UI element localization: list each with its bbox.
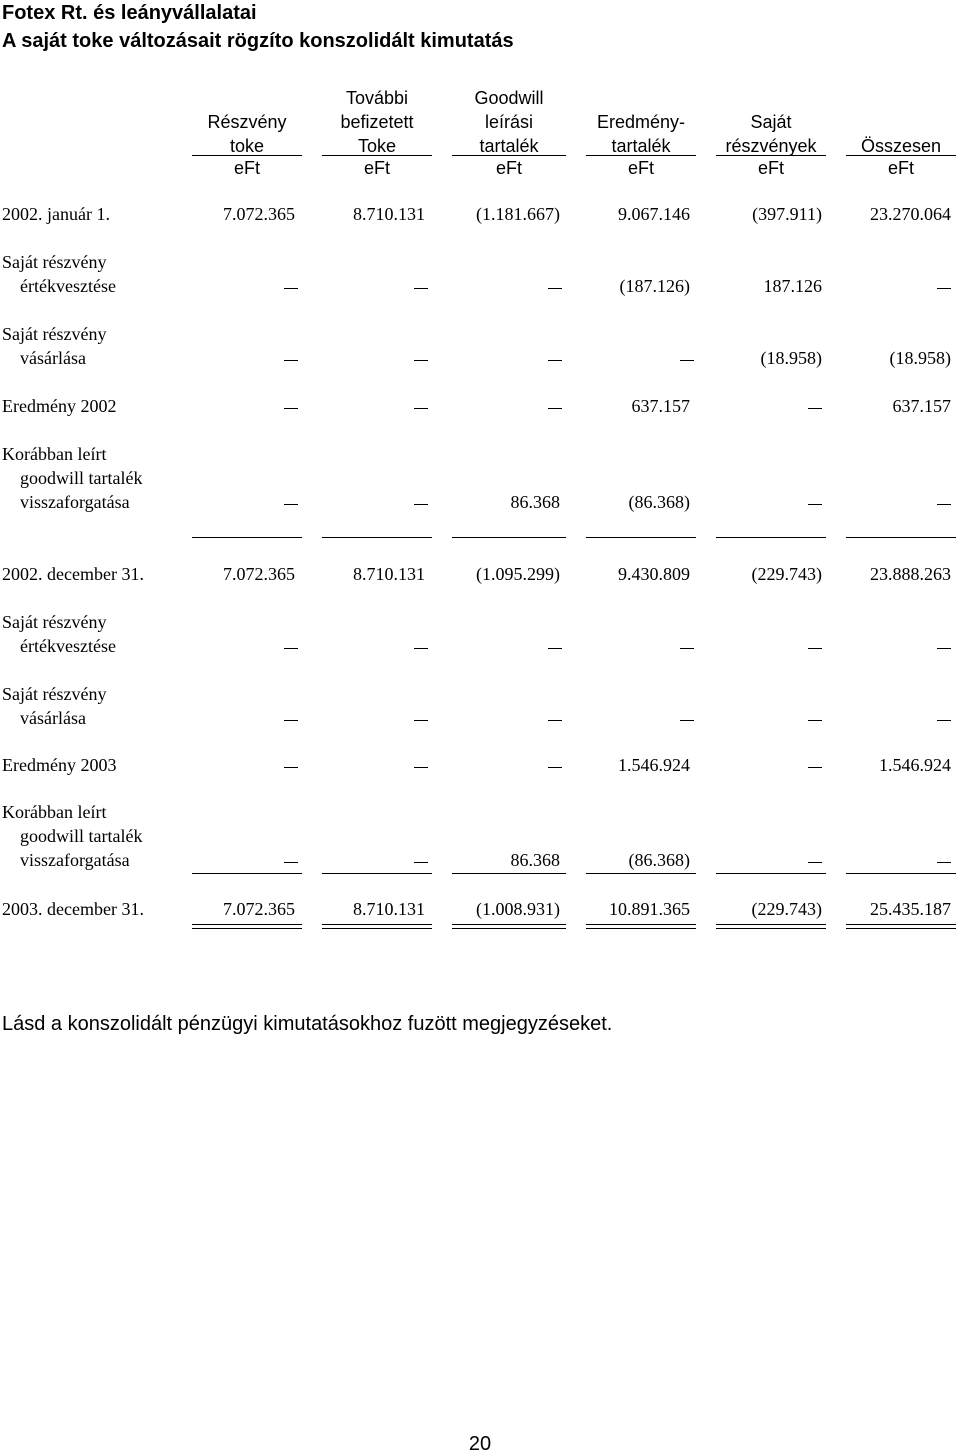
cell-value: 7.072.365: [223, 204, 295, 224]
nil-dash: [284, 648, 298, 649]
nil-dash: [284, 288, 298, 289]
row-label: [2, 800, 142, 872]
cell-value: 23.270.064: [870, 204, 951, 224]
nil-dash: [548, 648, 562, 649]
column-header: [452, 82, 566, 158]
column-header-line: részvények: [725, 136, 817, 156]
column-unit: eFt: [495, 158, 522, 178]
column-unit: eFt: [363, 158, 390, 178]
nil-dash: [414, 408, 428, 409]
subtotal-rule: [192, 537, 302, 538]
row-label-line: 2002. december 31.: [2, 564, 144, 584]
column-header: [846, 82, 956, 158]
double-total-rule: [716, 924, 826, 929]
nil-dash: [548, 720, 562, 721]
cell-value: (1.095.299): [476, 564, 560, 584]
cell-value: 8.710.131: [353, 899, 425, 919]
column-header: [192, 82, 302, 158]
nil-dash: [548, 767, 562, 768]
column-header-line: Toke: [357, 136, 397, 156]
company-name: Fotex Rt. és leányvállalatai: [2, 2, 257, 24]
column-header: [716, 82, 826, 158]
row-label-line: 2002. január 1.: [2, 204, 110, 224]
row-label: [2, 562, 144, 586]
column-unit: eFt: [757, 158, 784, 178]
cell-value: (18.958): [760, 348, 822, 368]
nil-dash: [414, 288, 428, 289]
row-label-line: Saját részvény: [2, 324, 107, 344]
cell-value: 7.072.365: [223, 899, 295, 919]
subtotal-rule: [846, 873, 956, 874]
row-label-line: Eredmény 2003: [2, 755, 117, 775]
cell-value: (86.368): [628, 850, 690, 870]
cell-value: 86.368: [510, 492, 560, 512]
row-label: [2, 897, 144, 921]
row-label-line: Korábban leírt: [2, 444, 107, 464]
row-label-line: vásárlása: [20, 708, 86, 728]
nil-dash: [937, 862, 951, 863]
nil-dash: [414, 648, 428, 649]
subtotal-rule: [586, 537, 696, 538]
footnote: Lásd a konszolidált pénzügyi kimutatásokhoz fuzött megjegyzéseket.: [2, 1013, 613, 1035]
nil-dash: [937, 504, 951, 505]
column-header-line: tartalék: [611, 136, 671, 156]
subtotal-rule: [322, 873, 432, 874]
nil-dash: [284, 408, 298, 409]
cell-value: 9.067.146: [618, 204, 690, 224]
row-label-line: 2003. december 31.: [2, 899, 144, 919]
nil-dash: [808, 862, 822, 863]
row-label-line: goodwill tartalék: [20, 826, 143, 846]
column-header-line: Goodwill: [474, 88, 544, 108]
page-number: 20: [468, 1433, 492, 1455]
nil-dash: [808, 720, 822, 721]
nil-dash: [680, 360, 694, 361]
row-label-line: Eredmény 2002: [2, 396, 117, 416]
column-header-line: leírási: [484, 112, 533, 132]
column-unit: eFt: [627, 158, 654, 178]
column-header-line: befizetett: [340, 112, 414, 132]
nil-dash: [414, 862, 428, 863]
statement-title: A saját toke változásait rögzíto konszolidált kimutatás: [2, 30, 514, 52]
subtotal-rule: [716, 537, 826, 538]
row-label: [2, 442, 142, 514]
row-label-line: értékvesztése: [20, 276, 116, 296]
cell-value: (1.008.931): [476, 899, 560, 919]
cell-value: 8.710.131: [353, 204, 425, 224]
subtotal-rule: [322, 537, 432, 538]
row-label: [2, 753, 116, 777]
double-total-rule: [192, 924, 302, 929]
cell-value: 7.072.365: [223, 564, 295, 584]
nil-dash: [414, 504, 428, 505]
subtotal-rule: [716, 873, 826, 874]
nil-dash: [808, 408, 822, 409]
double-total-rule: [322, 924, 432, 929]
row-label-line: Korábban leírt: [2, 802, 107, 822]
column-header-line: tartalék: [479, 136, 539, 156]
nil-dash: [284, 360, 298, 361]
nil-dash: [414, 767, 428, 768]
column-header-line: Saját: [750, 112, 792, 132]
nil-dash: [937, 288, 951, 289]
cell-value: 8.710.131: [353, 564, 425, 584]
row-label: [2, 202, 110, 226]
subtotal-rule: [452, 537, 566, 538]
column-header: [586, 82, 696, 158]
column-unit: eFt: [233, 158, 260, 178]
row-label: [2, 682, 106, 730]
nil-dash: [414, 720, 428, 721]
nil-dash: [680, 648, 694, 649]
column-header-line: Részvény: [207, 112, 287, 132]
column-header-line: További: [345, 88, 409, 108]
nil-dash: [548, 360, 562, 361]
nil-dash: [548, 288, 562, 289]
cell-value: (229.743): [751, 564, 822, 584]
row-label-line: Saját részvény: [2, 612, 107, 632]
double-total-rule: [452, 924, 566, 929]
nil-dash: [284, 504, 298, 505]
cell-value: 86.368: [510, 850, 560, 870]
nil-dash: [284, 720, 298, 721]
cell-value: 10.891.365: [609, 899, 690, 919]
row-label-line: Saját részvény: [2, 684, 107, 704]
nil-dash: [284, 767, 298, 768]
row-label: [2, 322, 106, 370]
row-label-line: vásárlása: [20, 348, 86, 368]
row-label: [2, 610, 116, 658]
column-unit: eFt: [887, 158, 914, 178]
nil-dash: [937, 648, 951, 649]
column-header-line: Eredmény-: [596, 112, 686, 132]
row-label-line: Saját részvény: [2, 252, 107, 272]
nil-dash: [808, 767, 822, 768]
row-label-line: visszaforgatása: [20, 492, 130, 512]
cell-value: (1.181.667): [476, 204, 560, 224]
subtotal-rule: [452, 873, 566, 874]
row-label-line: visszaforgatása: [20, 850, 130, 870]
row-label-line: értékvesztése: [20, 636, 116, 656]
nil-dash: [414, 360, 428, 361]
cell-value: (229.743): [751, 899, 822, 919]
nil-dash: [808, 648, 822, 649]
cell-value: 9.430.809: [618, 564, 690, 584]
double-total-rule: [846, 924, 956, 929]
row-label: [2, 250, 116, 298]
row-label-line: goodwill tartalék: [20, 468, 143, 488]
column-header: [322, 82, 432, 158]
nil-dash: [937, 720, 951, 721]
row-label: [2, 394, 116, 418]
column-header-line: toke: [229, 136, 265, 156]
nil-dash: [284, 862, 298, 863]
subtotal-rule: [846, 537, 956, 538]
cell-value: (18.958): [889, 348, 951, 368]
column-header-line: Összesen: [860, 136, 942, 156]
cell-value: (187.126): [619, 276, 690, 296]
cell-value: 637.157: [631, 396, 690, 416]
cell-value: (86.368): [628, 492, 690, 512]
cell-value: 25.435.187: [870, 899, 951, 919]
subtotal-rule: [586, 873, 696, 874]
nil-dash: [680, 720, 694, 721]
cell-value: 1.546.924: [618, 755, 690, 775]
subtotal-rule: [192, 873, 302, 874]
nil-dash: [808, 504, 822, 505]
cell-value: 637.157: [892, 396, 951, 416]
nil-dash: [548, 408, 562, 409]
cell-value: 187.126: [763, 276, 822, 296]
cell-value: (397.911): [752, 204, 822, 224]
double-total-rule: [586, 924, 696, 929]
cell-value: 1.546.924: [879, 755, 951, 775]
cell-value: 23.888.263: [870, 564, 951, 584]
